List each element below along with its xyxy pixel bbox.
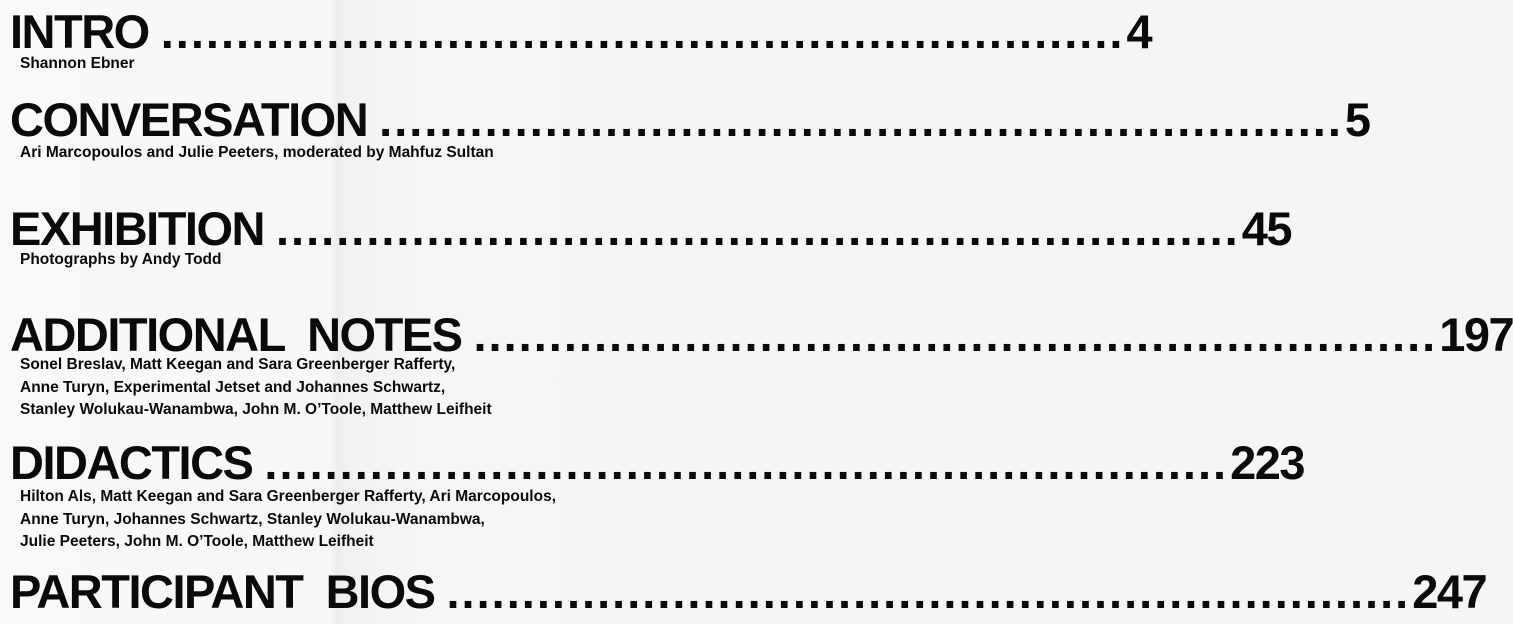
dot-leader: ................................................................ xyxy=(473,308,1438,361)
toc-heading-participant-bios xyxy=(10,565,1487,618)
dot-leader: ................................................................ xyxy=(446,565,1411,618)
toc-page-number: 223 xyxy=(1230,436,1305,489)
toc-title: PARTICIPANT BIOS xyxy=(10,565,435,618)
toc-page-number: 247 xyxy=(1412,565,1487,618)
toc-heading-exhibition xyxy=(10,202,1291,255)
toc-page-number: 5 xyxy=(1344,93,1370,146)
dot-leader: ................................................................ xyxy=(160,5,1125,58)
toc-subtitle-didactics: Hilton Als, Matt Keegan and Sara Greenberger Rafferty, Ari Marcopoulos, Anne Turyn, Johannes Schwartz, Stanley Wolukau-Wanambwa, Julie Peeters, John M. O’Toole, Matthew Leifheit xyxy=(20,488,557,550)
dot-leader: ................................................................ xyxy=(379,93,1343,146)
toc-page-number: 4 xyxy=(1126,5,1152,58)
toc-title: ADDITIONAL NOTES xyxy=(10,308,462,361)
dot-leader: ................................................................ xyxy=(275,202,1240,255)
toc-subtitle-exhibition: Photographs by Andy Todd xyxy=(20,251,222,268)
toc-title: DIDACTICS xyxy=(10,436,253,489)
dot-leader: ................................................................ xyxy=(264,436,1229,489)
toc-title: CONVERSATION xyxy=(10,93,368,146)
toc-title: INTRO xyxy=(10,5,149,58)
toc-subtitle-conversation: Ari Marcopoulos and Julie Peeters, moderated by Mahfuz Sultan xyxy=(20,144,494,161)
toc-page-number: 197 xyxy=(1439,308,1513,361)
toc-heading-intro xyxy=(10,5,1152,58)
toc-heading-didactics xyxy=(10,436,1305,489)
toc-title: EXHIBITION xyxy=(10,202,264,255)
toc-heading-conversation xyxy=(10,93,1370,146)
toc-page-number: 45 xyxy=(1241,202,1291,255)
toc-subtitle-additional-notes: Sonel Breslav, Matt Keegan and Sara Greenberger Rafferty, Anne Turyn, Experimental Jetset and Johannes Schwartz, Stanley Wolukau-Wanambwa, John M. O’Toole, Matthew Leifheit xyxy=(20,356,492,418)
toc-subtitle-intro: Shannon Ebner xyxy=(20,55,135,72)
